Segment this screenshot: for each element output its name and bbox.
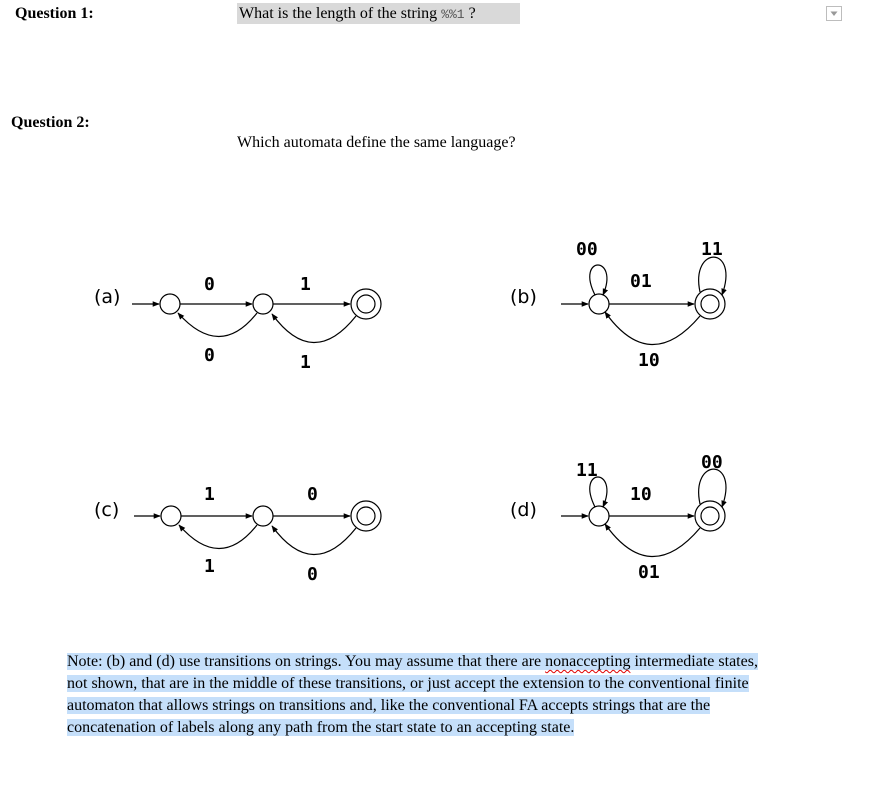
state-c-start [161, 506, 181, 526]
state-d-start [589, 506, 609, 526]
edge-b-back [605, 312, 700, 345]
automaton-c-name: (c) [94, 499, 120, 521]
note-text-part1: Note: (b) and (d) use transitions on strings. You may assume that there are [67, 653, 546, 670]
label-d-loop-start: 11 [576, 460, 598, 481]
state-a-start [160, 294, 180, 314]
label-a-forward-2: 1 [300, 274, 311, 295]
note-paragraph [67, 651, 779, 739]
question-1-prompt-suffix: ? [464, 5, 476, 22]
state-d-accept [695, 501, 725, 531]
edge-c-back-2 [272, 526, 356, 555]
label-d-forward: 10 [630, 484, 652, 505]
state-c-accept [351, 501, 381, 531]
label-c-back-1: 1 [204, 556, 215, 577]
label-c-back-2: 0 [307, 564, 318, 585]
edge-a-back-2 [272, 314, 356, 343]
question-1-prompt-text: What is the length of the string [239, 5, 442, 22]
label-a-back-1: 0 [204, 345, 215, 366]
state-a-accept [351, 289, 381, 319]
misspelled-word: nonaccepting [545, 653, 631, 670]
state-b-accept [695, 289, 725, 319]
note-text-part2: intermediate states, not shown, that are in the middle of these transitions, or just accept the extension to the conventional finite automaton that allows strings on transitions and, like the conventional FA accepts strings that are the concatenation of labels along any path from the start state to an accepting state. [67, 653, 758, 736]
question-1-label: Question 1: [15, 5, 94, 22]
state-c-middle [253, 506, 273, 526]
automaton-a [132, 289, 381, 343]
automaton-d-name: (d) [510, 499, 537, 521]
string-code: %%1 [441, 7, 465, 22]
edge-c-back-1 [179, 525, 257, 549]
automaton-a-name: (a) [94, 286, 121, 308]
edge-b-loop-start [590, 265, 607, 295]
edge-d-loop-start [590, 477, 607, 507]
label-b-loop-accept: 11 [701, 239, 723, 260]
label-a-back-2: 1 [300, 352, 311, 373]
label-c-forward-2: 0 [307, 484, 318, 505]
note-highlight [67, 653, 758, 736]
question-2-label: Question 2: [11, 114, 90, 131]
label-b-loop-start: 00 [576, 239, 598, 260]
label-b-back: 10 [638, 350, 660, 371]
question-2-prompt: Which automata define the same language? [237, 134, 516, 151]
label-a-forward-1: 0 [204, 274, 215, 295]
label-d-loop-accept: 00 [701, 452, 723, 473]
label-b-forward: 01 [630, 271, 652, 292]
label-c-forward-1: 1 [204, 484, 215, 505]
automaton-c [134, 501, 381, 555]
automaton-d [561, 469, 726, 556]
automaton-b-name: (b) [510, 286, 537, 308]
state-b-start [589, 294, 609, 314]
edge-a-back-1 [178, 313, 257, 337]
edge-d-back [605, 524, 700, 557]
state-a-middle [253, 294, 273, 314]
label-d-back: 01 [638, 562, 660, 583]
